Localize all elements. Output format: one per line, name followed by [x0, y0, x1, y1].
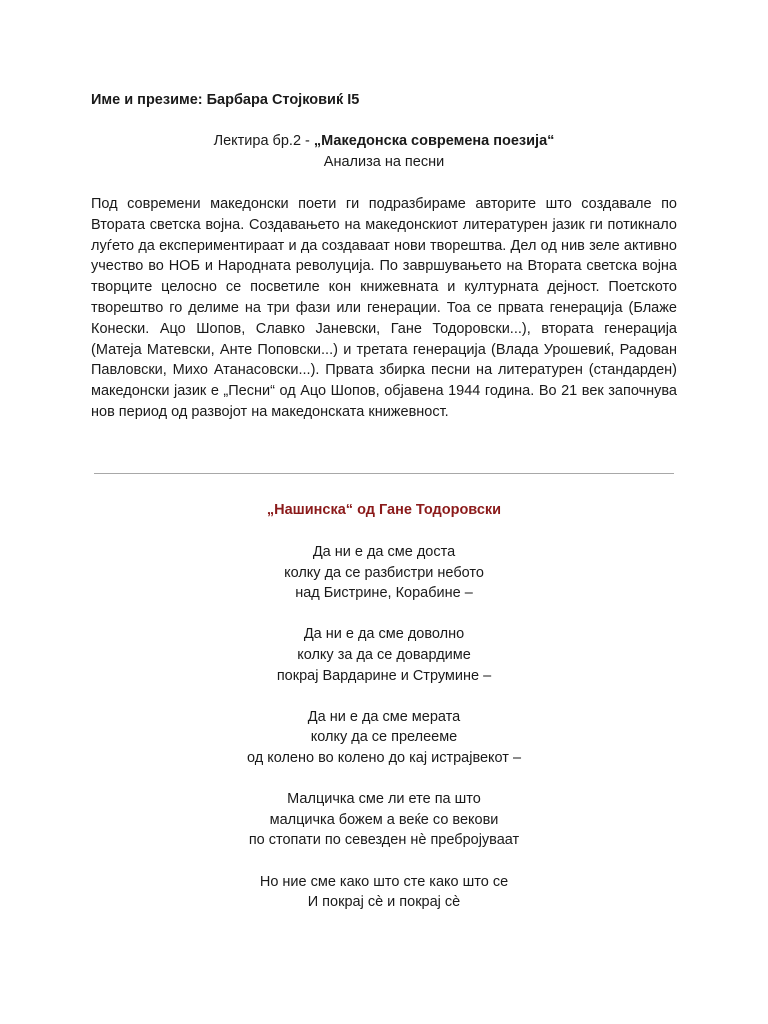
- poem-line: над Бистрине, Корабине –: [295, 585, 473, 602]
- poem-line: Да ни е да сме доста: [312, 544, 456, 560]
- lecture-title: „Македонска современа поезија“: [313, 133, 555, 149]
- poem-stanza: [91, 542, 677, 604]
- poem-line: Да ни е да сме доволно: [303, 626, 465, 643]
- poem-stanza: [91, 707, 677, 769]
- poem-line: Но ние сме како што сте како што се: [259, 873, 509, 890]
- section-divider: [94, 473, 674, 474]
- poem-line: покрај Вардарине и Струмине –: [276, 667, 492, 684]
- intro-paragraph: Под современи македонски поети ги подразбираме авторите што создавале по Втората светска војна. Создавањето на македонскиот литературен јазик ги потикнало луѓето да експериментираат и да создаваат нови творештва. Дел од нив зеле активно учество во НОБ и Народната револуција. По завршувањето на Втората светска војна творците целосно се посветиле кон книжевната и културната дејност. Поетското творештво го делиме на три фази или генерации. Тоа се првата генерација (Блаже Конески. Ацо Шопов, Славко Јаневски, Гане Тодоровски...), втората генерација (Матеја Матевски, Анте Поповски...) и третата генерација (Влада Урошевиќ, Радован Павловски, Михо Атанасовски...). Првата збирка песни на литературен (стандарден) македонски јазик е „Песни“ од Ацо Шопов, објавена 1944 година. Во 21 век започнува нов период од развојот на македонската книжевност.: [91, 196, 677, 420]
- poem-line: по стопати по севезден нѐ пребројуваат: [248, 832, 520, 849]
- poem-line: Да ни е да сме мерата: [307, 708, 461, 725]
- lecture-heading: [91, 133, 677, 149]
- poem-line: Малцичка сме ли ете па што: [287, 791, 481, 808]
- poem-line: колку да се прелееме: [310, 729, 458, 746]
- poem-line: И покрај сѐ и покрај сѐ: [307, 894, 461, 911]
- poem-line: колку да се разбистри небото: [284, 564, 484, 581]
- poem-line: колку за да се довардиме: [297, 646, 471, 663]
- student-name-line: Име и презиме: Барбара Стојковиќ I5: [91, 92, 360, 108]
- poem-line: малцичка божем а веќе со векови: [269, 811, 499, 828]
- poem-title: „Нашинска“ од Гане Тодоровски: [266, 502, 502, 518]
- poem-line: од колено во колено до кај истрајвекот –: [246, 749, 522, 766]
- poem-body: [91, 542, 677, 933]
- poem-stanza: [91, 624, 677, 686]
- poem-stanza: [91, 789, 677, 851]
- lecture-prefix: Лектира бр.2 -: [213, 133, 314, 149]
- poem-stanza: [91, 872, 677, 913]
- analysis-subtitle: Анализа на песни: [323, 154, 445, 170]
